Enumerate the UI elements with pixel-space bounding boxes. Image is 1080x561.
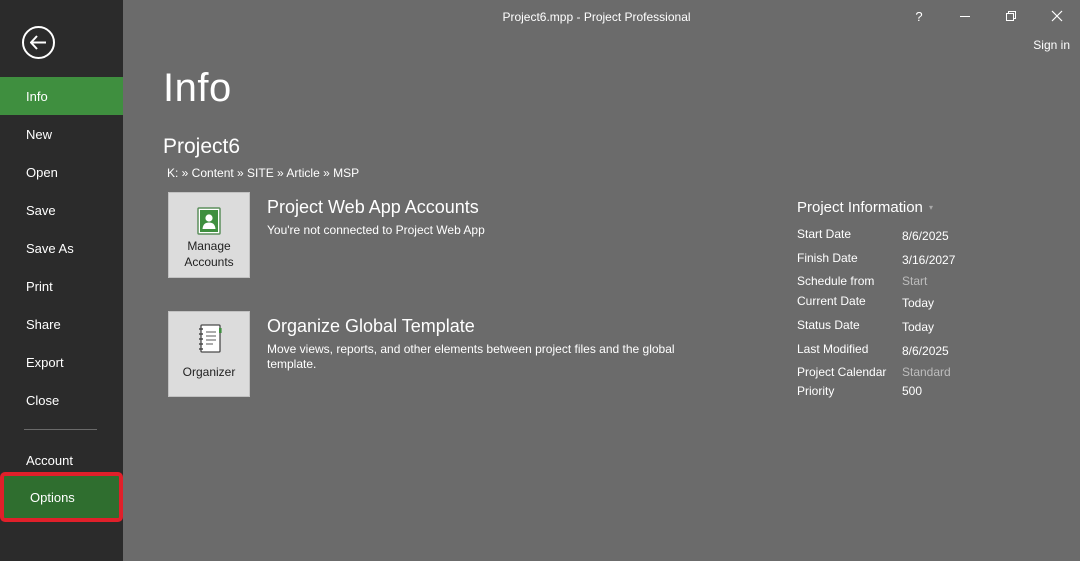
nav-save-label: Save (26, 202, 56, 218)
nav-options-label: Options (30, 489, 75, 505)
notebook-icon (197, 324, 223, 354)
last-modified-value: 8/6/2025 (902, 344, 949, 358)
nav-save-as[interactable] (0, 229, 123, 267)
manage-accounts-button[interactable] (168, 192, 250, 278)
nav-save-as-label: Save As (26, 240, 74, 256)
priority-value[interactable]: 500 (902, 384, 923, 398)
global-template-description: Move views, reports, and other elements between project files and the global template. (267, 342, 675, 371)
nav-info-label: Info (26, 88, 48, 104)
minimize-button[interactable] (953, 6, 977, 26)
status-date-value[interactable]: Today (902, 320, 935, 334)
file-path-breadcrumb[interactable]: K: » Content » SITE » Article » MSP (167, 166, 360, 180)
nav-close-label: Close (26, 392, 60, 408)
finish-date-label: Finish Date (797, 251, 858, 265)
nav-share-label: Share (26, 316, 61, 332)
priority-label: Priority (797, 384, 835, 398)
organizer-button[interactable] (168, 311, 250, 397)
nav-open-label: Open (26, 164, 58, 180)
chevron-down-icon[interactable]: ▾ (929, 203, 934, 212)
nav-save[interactable] (0, 191, 123, 229)
last-modified-label: Last Modified (797, 342, 869, 356)
project-calendar-value: Standard (902, 365, 951, 379)
nav-export-label: Export (26, 354, 64, 370)
nav-export[interactable] (0, 343, 123, 381)
schedule-from-label: Schedule from (797, 274, 875, 288)
finish-date-value[interactable]: 3/16/2027 (902, 253, 956, 267)
window-title: Project6.mpp - Project Professional (502, 10, 691, 24)
nav-account-label: Account (26, 452, 73, 468)
page-title: Info (163, 66, 232, 110)
current-date-label: Current Date (797, 294, 866, 308)
back-button[interactable] (22, 26, 55, 59)
start-date-label: Start Date (797, 227, 852, 241)
nav-new-label: New (26, 126, 53, 142)
close-icon (1051, 10, 1063, 22)
start-date-value[interactable]: 8/6/2025 (902, 229, 949, 243)
nav-print-label: Print (26, 278, 53, 294)
help-button[interactable] (907, 6, 931, 26)
project-information-title[interactable]: Project Information (797, 199, 923, 216)
close-window-button[interactable] (1045, 6, 1069, 26)
nav-new[interactable] (0, 115, 123, 153)
global-template-heading: Organize Global Template (267, 316, 475, 336)
nav-close[interactable] (0, 381, 123, 419)
nav-open[interactable] (0, 153, 123, 191)
account-icon (197, 207, 221, 235)
manage-accounts-label-2: Accounts (184, 255, 234, 269)
project-name: Project6 (163, 135, 241, 158)
help-icon: ? (915, 8, 923, 24)
manage-accounts-label-1: Manage (187, 239, 231, 253)
back-arrow-icon (30, 35, 47, 50)
nav-info[interactable] (0, 77, 123, 115)
current-date-value[interactable]: Today (902, 296, 935, 310)
nav-print[interactable] (0, 267, 123, 305)
minimize-icon (959, 10, 971, 22)
nav-options[interactable] (0, 472, 123, 522)
restore-button[interactable] (999, 6, 1023, 26)
nav-divider (24, 429, 97, 430)
pwa-accounts-heading: Project Web App Accounts (267, 197, 479, 217)
nav-share[interactable] (0, 305, 123, 343)
project-calendar-label: Project Calendar (797, 365, 887, 379)
sign-in-link[interactable]: Sign in (1033, 38, 1070, 52)
organizer-label: Organizer (182, 365, 236, 379)
backstage-sidebar (0, 0, 123, 561)
schedule-from-value: Start (902, 274, 928, 288)
pwa-accounts-description: You're not connected to Project Web App (267, 223, 485, 237)
status-date-label: Status Date (797, 318, 860, 332)
restore-icon (1005, 10, 1017, 22)
